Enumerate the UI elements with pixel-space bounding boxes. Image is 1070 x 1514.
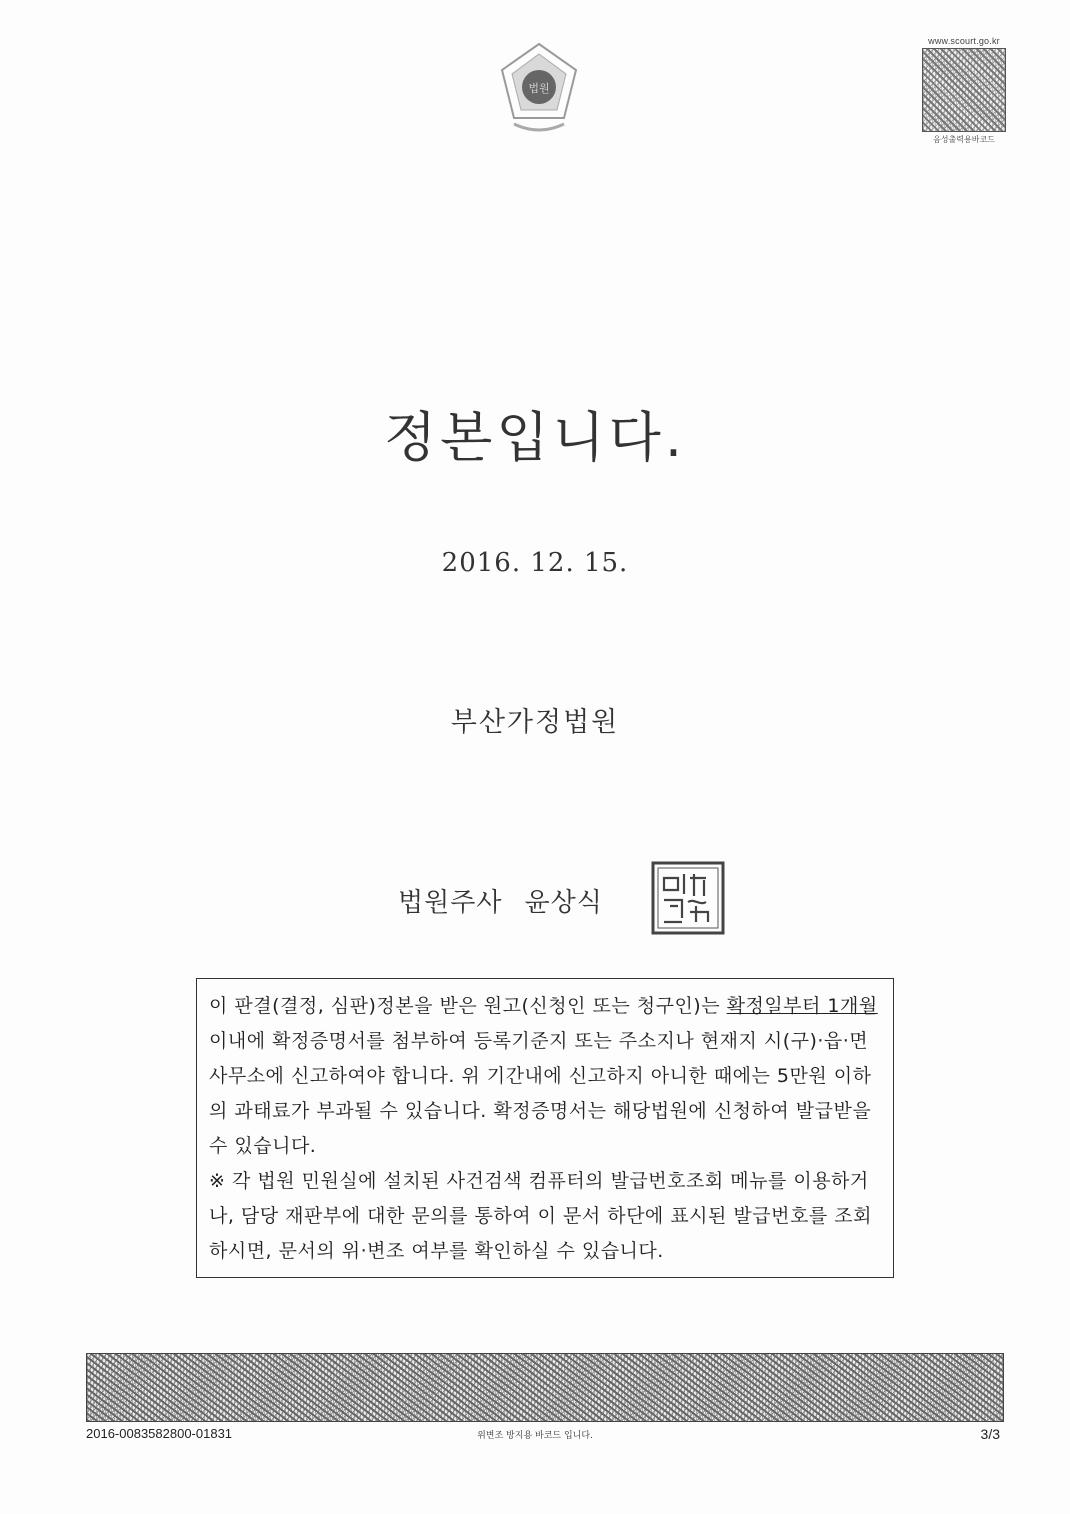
- anti-forgery-barcode-icon: [86, 1353, 1004, 1422]
- qr-code-icon: [922, 48, 1006, 132]
- court-emblem-icon: [496, 40, 582, 140]
- document-title: 정본입니다.: [384, 406, 686, 469]
- notice-verification-paragraph: ※ 각 법원 민원실에 설치된 사건검색 컴퓨터의 발급번호조회 메뉴를 이용하거나, 담당 재판부에 대한 문의를 통하여 이 문서 하단에 표시된 발급번호를 조회하시면, 문서의 위·변조 여부를 확인하실 수 있습니다.: [209, 1170, 872, 1262]
- notice-text: 이 판결(결정, 심판)정본을 받은 원고(신청인 또는 청구인)는: [209, 995, 727, 1017]
- clerk-signature-line: [398, 882, 603, 919]
- page-number: 3/3: [980, 1426, 1000, 1442]
- notice-underlined-text: 확정일부터 1개월: [726, 995, 878, 1017]
- official-seal-icon: [650, 860, 726, 936]
- emblem-text: 법원: [528, 82, 550, 95]
- clerk-name: 윤상식: [524, 888, 603, 918]
- court-name: 부산가정법원: [450, 707, 620, 738]
- notice-box: [196, 978, 894, 1278]
- issue-date: 2016. 12. 15.: [441, 548, 629, 578]
- qr-url: www.scourt.go.kr: [928, 36, 1000, 46]
- clerk-title: 법원주사: [398, 888, 503, 918]
- voice-output-barcode: [918, 36, 1010, 145]
- qr-caption: 음성출력용바코드: [933, 135, 995, 144]
- notice-paragraph: [209, 989, 883, 1164]
- issue-number: 2016-0083582800-01831: [86, 1426, 233, 1441]
- notice-text: 이내에 확정증명서를 첨부하여 등록기준지 또는 주소지나 현재지 시(구)·읍·면사무소에 신고하여야 합니다. 위 기간내에 신고하지 아니한 때에는 5만원 이하의 과태료가 부과될 수 있습니다. 확정증명서는 해당법원에 신청하여 발급받을 수 있습니다.: [209, 1030, 872, 1157]
- barcode-caption: 위변조 방지용 바코드 입니다.: [477, 1431, 593, 1441]
